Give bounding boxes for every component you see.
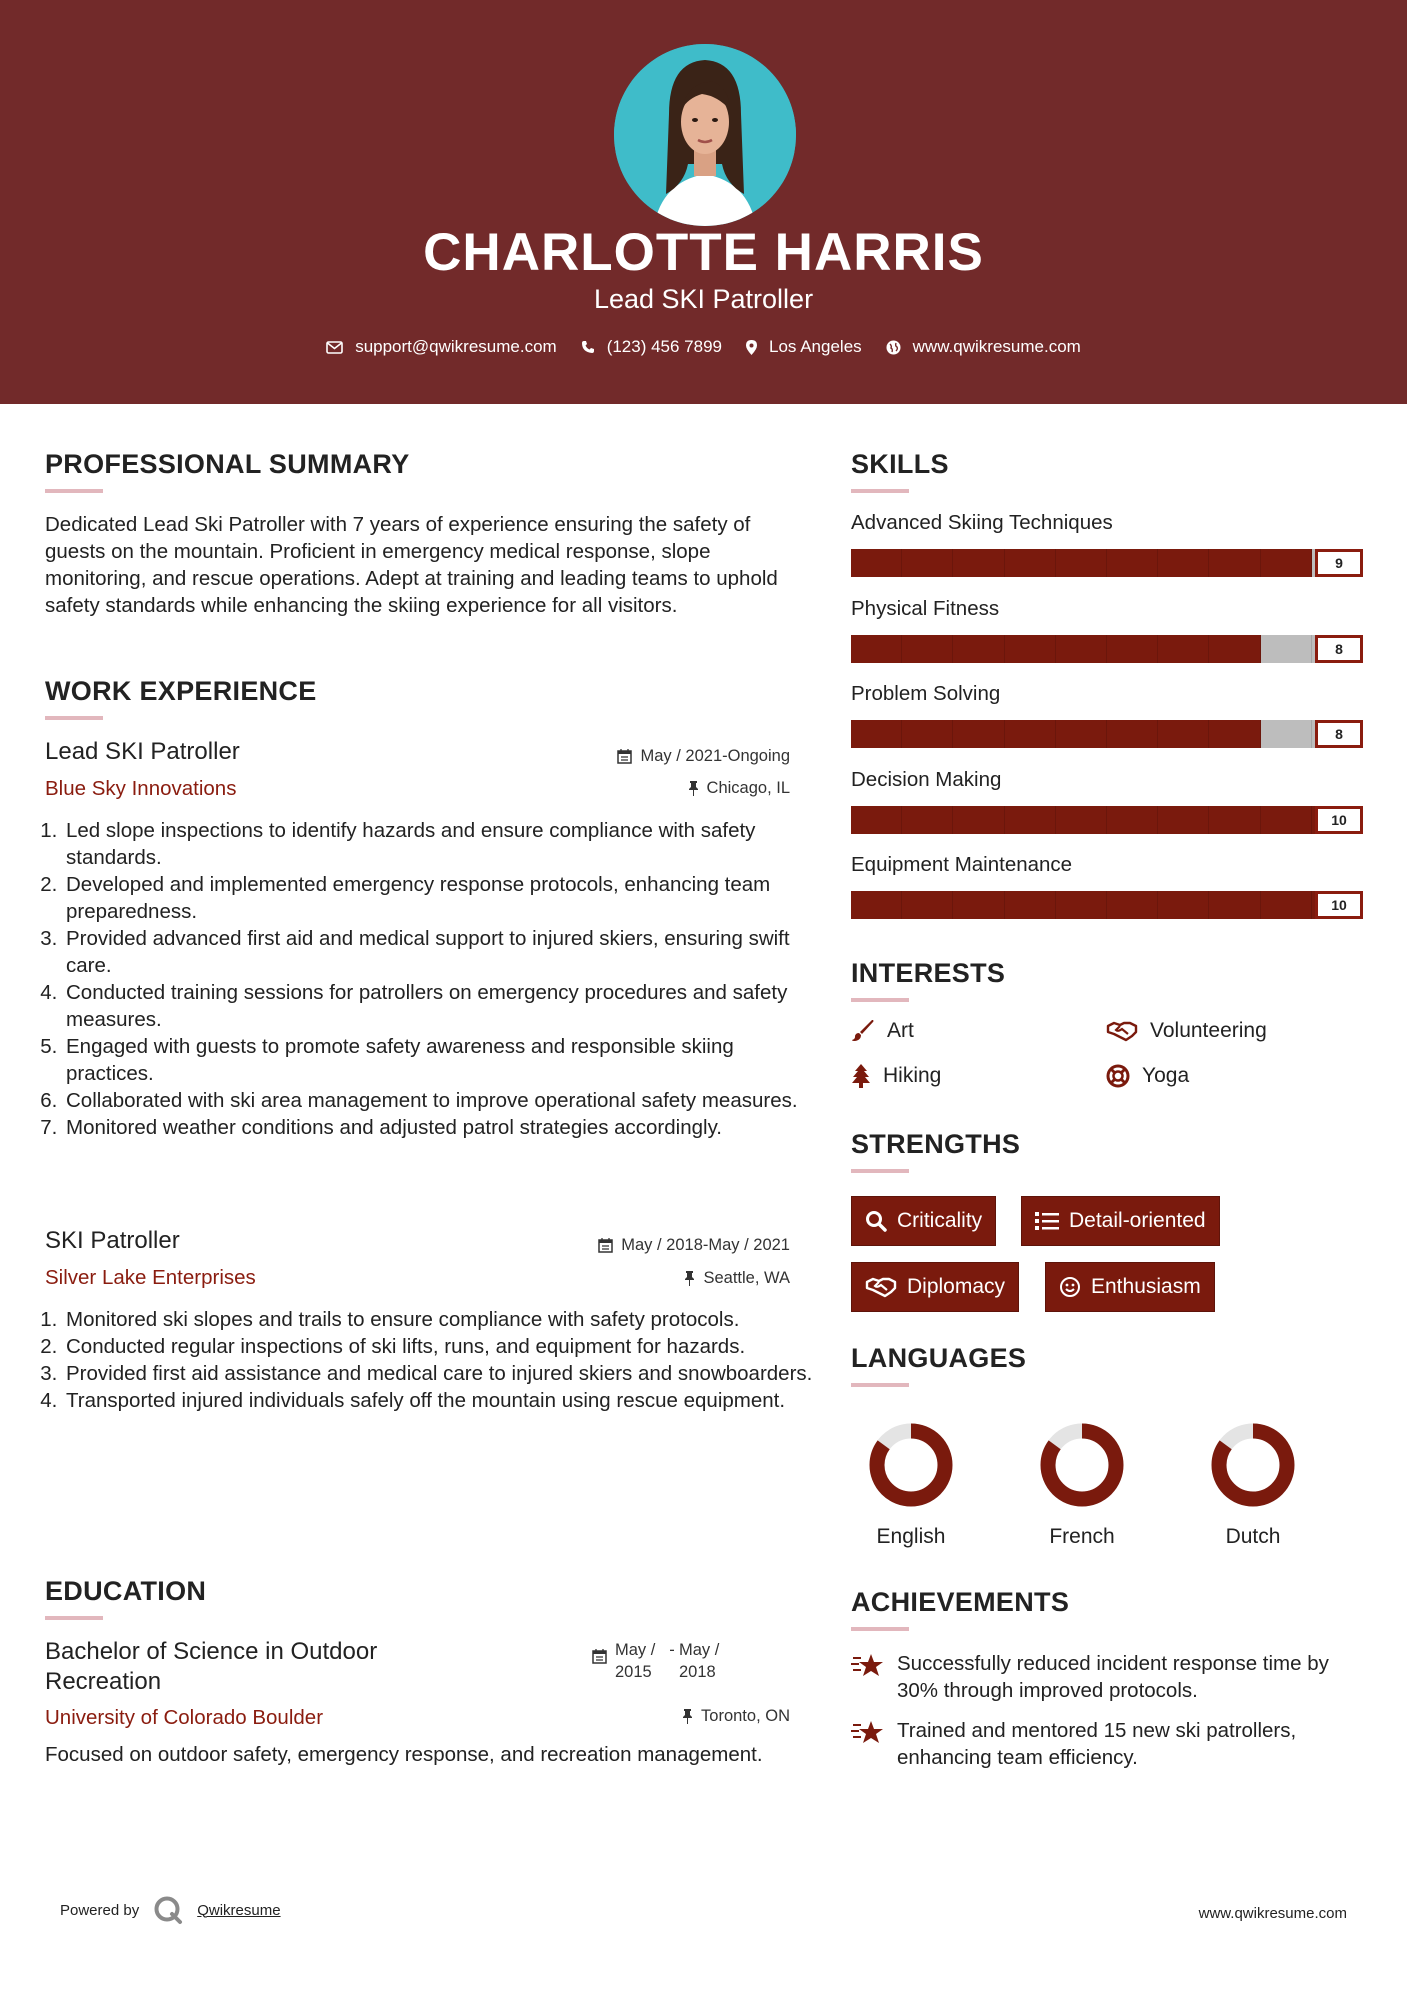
strength-tag — [1021, 1196, 1220, 1246]
list-item: 4. Conducted training sessions for patrollers on emergency procedures and safety measures. — [63, 979, 818, 1033]
interest-label: Yoga — [1142, 1064, 1190, 1087]
education-location — [682, 1707, 790, 1726]
list-item: 1. Led slope inspections to identify hazards and ensure compliance with safety standards. — [63, 817, 818, 871]
calendar-icon — [617, 749, 632, 764]
powered-by-label: Powered by — [60, 1901, 140, 1919]
languages-heading: LANGUAGES — [851, 1343, 1027, 1373]
skill-bar — [851, 806, 1363, 834]
skill-bar-segment — [1158, 635, 1209, 663]
job-title-1: Lead SKI Patroller — [45, 738, 240, 765]
interest-volunteering — [1106, 1019, 1267, 1043]
list-item: 4. Transported injured individuals safely off the mountain using rescue equipment. — [63, 1387, 818, 1414]
contact-location — [746, 337, 862, 357]
skill-bar-segment — [953, 806, 1004, 834]
globe-icon — [886, 340, 901, 355]
handshake-icon — [1106, 1020, 1138, 1042]
language-item — [1198, 1420, 1308, 1549]
skill-bar — [851, 635, 1363, 663]
header-banner — [0, 0, 1407, 404]
skill-score: 8 — [1315, 720, 1363, 748]
strength-tag — [851, 1196, 996, 1246]
achievements-underline — [851, 1627, 909, 1631]
paintbrush-icon — [851, 1019, 875, 1043]
strength-label: Criticality — [897, 1209, 983, 1232]
candidate-title: Lead SKI Patroller — [593, 284, 814, 314]
achievement-item — [851, 1717, 1371, 1771]
company-1: Blue Sky Innovations — [45, 777, 237, 800]
smile-icon — [1059, 1276, 1081, 1298]
strength-tag — [1045, 1262, 1215, 1312]
handshake-icon — [865, 1276, 897, 1298]
contact-phone[interactable] — [581, 337, 722, 357]
experience-heading: WORK EXPERIENCE — [45, 676, 317, 706]
experience-underline — [45, 716, 103, 720]
envelope-icon — [326, 341, 343, 354]
skill-bar-segment — [1209, 806, 1260, 834]
skill-bar-segment — [1005, 635, 1056, 663]
job-dates-2-text: May / 2018-May / 2021 — [621, 1236, 790, 1254]
interests-underline — [851, 998, 909, 1002]
list-item: 3. Provided advanced first aid and medical support to injured skiers, ensuring swift care. — [63, 925, 818, 979]
skill-bar-segment — [1107, 635, 1158, 663]
strength-label: Diplomacy — [907, 1275, 1006, 1298]
interest-label: Art — [887, 1019, 914, 1042]
skill-bar — [851, 549, 1363, 577]
interest-label: Volunteering — [1150, 1019, 1267, 1042]
education-location-text: Toronto, ON — [701, 1707, 790, 1725]
skill-bar-segment — [1107, 549, 1158, 577]
pin-icon — [684, 1271, 695, 1286]
company-2: Silver Lake Enterprises — [45, 1266, 256, 1289]
search-icon — [865, 1210, 887, 1232]
job-bullets-2 — [35, 1306, 818, 1414]
skill-bar-segment — [902, 720, 953, 748]
skill-name: Physical Fitness — [851, 596, 1000, 620]
skill-bar-segment — [1261, 806, 1312, 834]
education-end: May / 2018 — [679, 1641, 720, 1681]
skill-bar-segment — [851, 549, 902, 577]
strength-label: Enthusiasm — [1091, 1275, 1201, 1298]
summary-underline — [45, 489, 103, 493]
map-pin-icon — [746, 340, 757, 355]
calendar-icon — [592, 1649, 607, 1664]
skill-bar-segment — [1005, 891, 1056, 919]
skill-score: 10 — [1315, 806, 1363, 834]
skill-bar-segment — [1261, 635, 1312, 663]
list-item: 2. Developed and implemented emergency response protocols, enhancing team preparedness. — [63, 871, 818, 925]
skill-bar-segment — [953, 635, 1004, 663]
skill-bar-segment — [1209, 549, 1260, 577]
skill-bar-segment — [1158, 806, 1209, 834]
interest-label: Hiking — [883, 1064, 942, 1087]
strength-tag — [851, 1262, 1019, 1312]
skill-bar-segment — [1261, 549, 1312, 577]
contact-email[interactable] — [326, 337, 557, 357]
skill-bar-segment — [1056, 549, 1107, 577]
interest-hiking — [851, 1064, 941, 1088]
skill-bar-segment — [1158, 549, 1209, 577]
qwikresume-link[interactable]: Qwikresume — [197, 1901, 281, 1919]
language-donut — [866, 1420, 956, 1510]
education-heading: EDUCATION — [45, 1576, 207, 1606]
education-description: Focused on outdoor safety, emergency response, and recreation management. — [45, 1743, 763, 1766]
achievement-item — [851, 1650, 1371, 1704]
achievement-text: Trained and mentored 15 new ski patrollers, enhancing team efficiency. — [897, 1719, 1297, 1769]
skill-bar-segment — [851, 891, 902, 919]
strength-label: Detail-oriented — [1069, 1209, 1206, 1232]
list-item: 7. Monitored weather conditions and adjusted patrol strategies accordingly. — [63, 1114, 818, 1141]
job-dates-1-text: May / 2021-Ongoing — [640, 747, 790, 765]
skill-score: 10 — [1315, 891, 1363, 919]
skill-bar-segment — [953, 549, 1004, 577]
skill-name: Problem Solving — [851, 682, 1001, 705]
interest-yoga — [1106, 1064, 1189, 1088]
language-item — [1027, 1420, 1137, 1549]
skill-bar-segment — [1056, 891, 1107, 919]
job-dates-1 — [617, 747, 790, 766]
skill-bar-segment — [1261, 891, 1312, 919]
contact-phone-text[interactable]: (123) 456 7899 — [606, 337, 723, 356]
languages-underline — [851, 1383, 909, 1387]
star-icon — [851, 1719, 885, 1747]
list-item: 1. Monitored ski slopes and trails to ensure compliance with safety protocols. — [63, 1306, 818, 1333]
footer-powered-by — [60, 1895, 281, 1925]
skill-bar-segment — [953, 720, 1004, 748]
skill-bar-segment — [1056, 806, 1107, 834]
phone-icon — [581, 340, 595, 354]
language-label: English — [876, 1525, 946, 1548]
candidate-name: CHARLOTTE HARRIS — [423, 223, 984, 282]
skill-score: 8 — [1315, 635, 1363, 663]
skill-bar-segment — [902, 549, 953, 577]
pin-icon — [682, 1709, 693, 1724]
skill-bar-segment — [902, 806, 953, 834]
language-label: French — [1049, 1525, 1115, 1548]
strengths-heading: STRENGTHS — [851, 1129, 1021, 1159]
skill-bar-segment — [1005, 720, 1056, 748]
star-icon — [851, 1652, 885, 1680]
skill-bar-segment — [851, 720, 902, 748]
skill-bar-segment — [1107, 806, 1158, 834]
skill-bar-segment — [902, 635, 953, 663]
school: University of Colorado Boulder — [45, 1706, 324, 1729]
interests-heading: INTERESTS — [851, 958, 1006, 988]
contact-email-text[interactable]: support@qwikresume.com — [355, 337, 557, 356]
achievement-text: Successfully reduced incident response time by 30% through improved protocols. — [897, 1652, 1329, 1702]
list-icon — [1035, 1211, 1059, 1231]
skill-name: Equipment Maintenance — [851, 853, 1073, 876]
skill-bar-segment — [1005, 549, 1056, 577]
job-title-2: SKI Patroller — [45, 1227, 180, 1254]
calendar-icon — [598, 1238, 613, 1253]
skill-bar — [851, 720, 1363, 748]
skill-bar-segment — [1209, 635, 1260, 663]
skill-bar-segment — [953, 891, 1004, 919]
skill-bar — [851, 891, 1363, 919]
skill-bar-segment — [902, 891, 953, 919]
degree: Bachelor of Science in Outdoor Recreation — [45, 1638, 378, 1695]
education-dates — [592, 1639, 729, 1683]
contact-row — [0, 337, 1407, 357]
job-location-1-text: Chicago, IL — [706, 779, 790, 797]
list-item: 2. Conducted regular inspections of ski lifts, runs, and equipment for hazards. — [63, 1333, 818, 1360]
education-underline — [45, 1616, 103, 1620]
list-item: 5. Engaged with guests to promote safety awareness and responsible skiing practices. — [63, 1033, 818, 1087]
skill-bar-segment — [1158, 720, 1209, 748]
skill-bar-segment — [1209, 720, 1260, 748]
skill-name: Decision Making — [851, 767, 1002, 791]
pin-icon — [688, 781, 699, 796]
skill-bar-segment — [1158, 891, 1209, 919]
language-item — [856, 1420, 966, 1549]
job-location-1 — [688, 779, 790, 798]
lifebuoy-icon — [1106, 1064, 1130, 1088]
skill-bar-segment — [851, 806, 902, 834]
skill-bar-segment — [1056, 635, 1107, 663]
language-donut — [1208, 1420, 1298, 1510]
interest-art — [851, 1019, 914, 1043]
list-item: 3. Provided first aid assistance and medical care to injured skiers and snowboarders. — [63, 1360, 818, 1387]
language-donut — [1037, 1420, 1127, 1510]
contact-location-text: Los Angeles — [769, 337, 862, 356]
skills-heading: SKILLS — [851, 449, 949, 479]
qwikresume-logo-icon — [153, 1895, 183, 1925]
skill-bar-segment — [1056, 720, 1107, 748]
job-location-2 — [684, 1269, 790, 1288]
avatar — [614, 44, 796, 226]
job-dates-2 — [598, 1236, 790, 1255]
skills-underline — [851, 489, 909, 493]
contact-website[interactable] — [886, 337, 1081, 357]
skill-bar-segment — [1209, 891, 1260, 919]
strengths-underline — [851, 1169, 909, 1173]
contact-website-text[interactable]: www.qwikresume.com — [912, 337, 1081, 356]
footer-website[interactable]: www.qwikresume.com — [1198, 1905, 1347, 1922]
achievements-heading: ACHIEVEMENTS — [851, 1587, 1070, 1617]
language-label: Dutch — [1225, 1525, 1281, 1548]
tree-icon — [851, 1064, 871, 1088]
list-item: 6. Collaborated with ski area management to improve operational safety measures. — [63, 1087, 818, 1114]
skill-bar-segment — [851, 635, 902, 663]
skill-bar-segment — [1005, 806, 1056, 834]
job-bullets-1 — [35, 817, 818, 1141]
skill-bar-segment — [1107, 720, 1158, 748]
summary-text: Dedicated Lead Ski Patroller with 7 years of experience ensuring the safety of guests on the mountain. Proficient in emergency medical response, slope monitoring, and rescue operations. Adept at training and leading teams to uphold safety standards while enhancing the skiing experience for all visitors. — [45, 513, 778, 617]
job-location-2-text: Seattle, WA — [703, 1269, 790, 1287]
skill-name: Advanced Skiing Techniques — [851, 511, 1113, 534]
skill-bar-segment — [1261, 720, 1312, 748]
skill-bar-segment — [1107, 891, 1158, 919]
skill-score: 9 — [1315, 549, 1363, 577]
summary-heading: PROFESSIONAL SUMMARY — [45, 449, 410, 479]
education-start: May / 2015 — [615, 1641, 656, 1681]
date-separator: - — [669, 1641, 675, 1659]
